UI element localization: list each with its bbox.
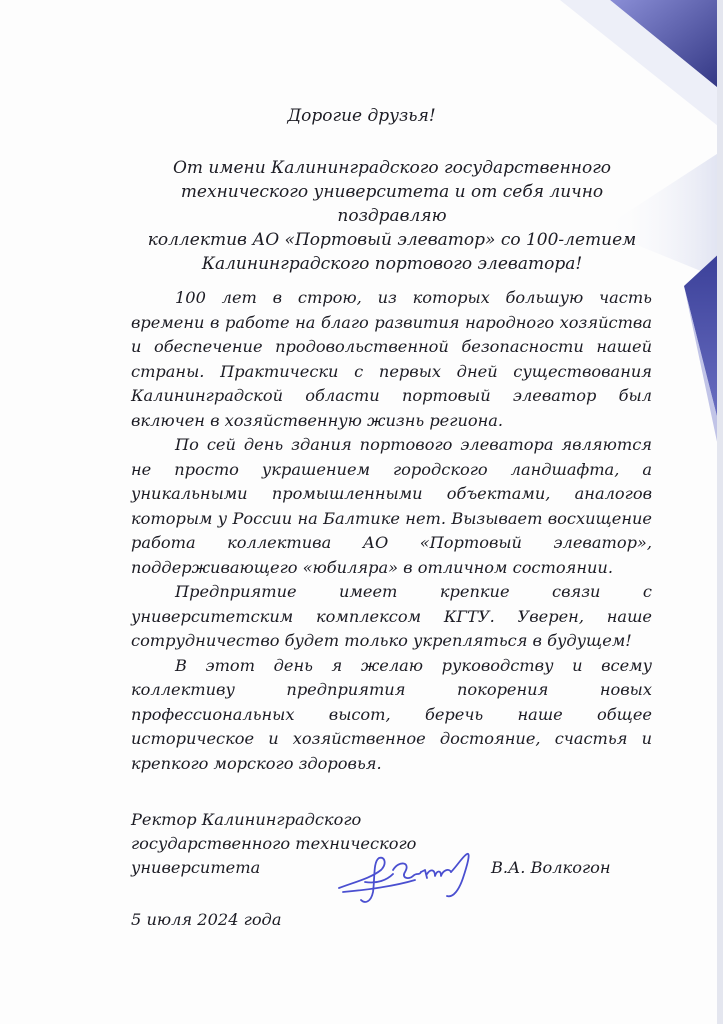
- body-paragraph: Предприятие имеет крепкие связи с университетским комплексом КГТУ. Уверен, наше сотрудничество будет только укрепляться в будущем!: [131, 582, 652, 650]
- signatory-title-line: университета: [131, 858, 261, 877]
- letter-date: 5 июля 2024 года: [131, 910, 282, 929]
- intro-line: технического университета и от себя лично поздравляю: [180, 182, 604, 226]
- body-paragraph: 100 лет в строю, из которых большую часть времени в работе на благо развития народного хозяйства и обеспечение продовольственной безопасности нашей страны. Практически с первых дней существования Калининградской области портовый элеватор был включен в хозяйственную жизнь региона.: [131, 288, 652, 430]
- handwritten-signature: [335, 848, 485, 908]
- intro-line: От имени Калининградского государственного: [172, 158, 612, 178]
- signatory-title-line: государственного технического: [131, 834, 417, 853]
- intro-line: Калининградского портового элеватора!: [201, 254, 583, 274]
- page-edge: [717, 0, 723, 1024]
- intro-paragraph: [132, 156, 652, 276]
- greeting: Дорогие друзья!: [287, 106, 436, 126]
- body-paragraph: В этот день я желаю руководству и всему коллективу предприятия покорения новых профессиональных высот, беречь наше общее историческое и хозяйственное достояние, счастья и крепкого морского здоровья.: [131, 655, 652, 773]
- signatory-name: В.А. Волкогон: [491, 858, 611, 877]
- body-paragraph: По сей день здания портового элеватора являются не просто украшением городского ландшафта, а уникальными промышленными объектами, аналогов которым у России на Балтике нет. Вызывает восхищение работа коллектива АО «Портовый элеватор», поддерживающего «юбиляра» в отличном состоянии.: [131, 435, 652, 577]
- signatory-title-line: Ректор Калининградского: [131, 810, 362, 829]
- intro-line: коллектив АО «Портовый элеватор» со 100-летием: [147, 230, 637, 250]
- letter-body: [131, 286, 652, 776]
